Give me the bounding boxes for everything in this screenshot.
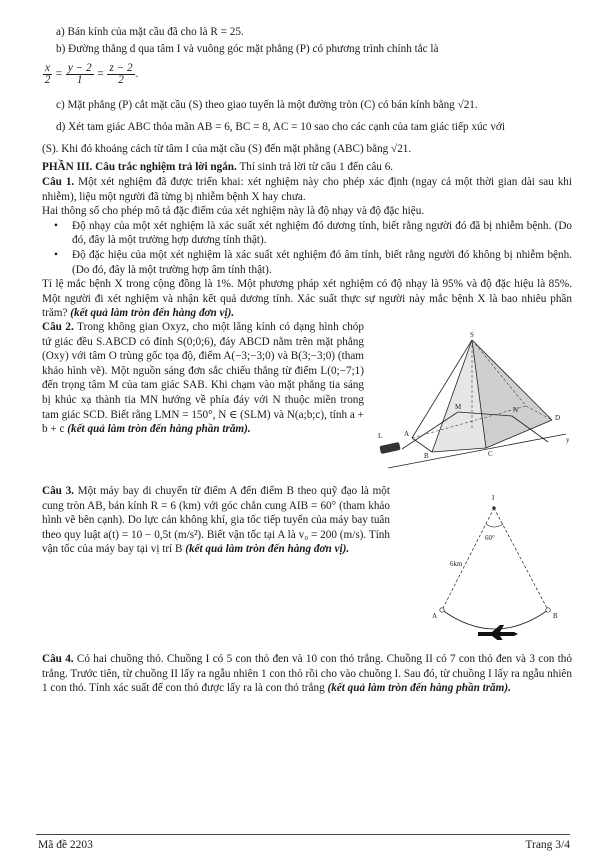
- item-d: d) Xét tam giác ABC thỏa mãn AB = 6, BC = 8, AC = 10 sao cho các cạnh của tam giác tiếp xúc với: [56, 121, 505, 133]
- item-c: c) Mặt phẳng (P) cắt mặt cầu (S) theo giao tuyến là một đường tròn (C) có bán kính bằng √21.: [56, 99, 478, 111]
- item-b: b) Đường thẳng d qua tâm I và vuông góc mặt phẳng (P) có phương trình chính tắc là: [56, 43, 439, 55]
- radius-ib: [494, 508, 548, 610]
- pyramid-figure: [376, 328, 576, 476]
- figure-label: L: [378, 432, 383, 440]
- angle-arc: [486, 524, 503, 527]
- list-item: • Độ đặc hiệu của một xét nghiệm là xác suất xét nghiệm đó âm tính, biết rằng người đó không bị nhiễm bệnh. (Do đó, đây là một trường hợp âm tính thật).: [42, 248, 572, 277]
- figure-label: B: [424, 452, 429, 460]
- page-number: Trang 3/4: [525, 839, 570, 851]
- radius-ia: [442, 508, 494, 610]
- figure-label: N: [513, 406, 519, 414]
- fraction-z: $\frac{z - 2}{2}$: [109, 62, 133, 86]
- arc-figure: [420, 488, 580, 640]
- figure-label: C: [488, 450, 493, 458]
- figure-label: 60°: [485, 534, 495, 542]
- fraction-x: $\frac{x}{2}$: [44, 62, 51, 86]
- question-3: Câu 3. Một máy bay di chuyển từ điểm A đến điểm B theo quỹ đạo là một cung tròn AB, bán kính R = 6 (km) với góc chắn cung AIB = 60° (tham khảo hình vẽ bên cạnh). Do lực cản không khí, gia tốc tiếp tuyến của máy bay tuân theo quy luật a(t) = 10 − 0,5t (m/s²). Biết vận tốc tại A là v₀ = 200 (m/s). Tính vận tốc của máy bay tại vị trí B (kết quả làm tròn đến hàng đơn vị).: [42, 485, 390, 556]
- question-4: Câu 4. Có hai chuồng thỏ. Chuồng I có 5 con thỏ đen và 10 con thỏ trắng. Chuồng II có 7 con thỏ đen và 3 con thỏ trắng. Trước tiên, từ chuồng II lấy ra ngẫu nhiên 1 con thỏ rồi cho vào chuồng I. Sau đó, từ chuồng I lấy ra ngẫu nhiên 1 con thỏ. Tính xác suất để con thỏ được lấy ra là con thỏ trắng (kết quả làm tròn đến hàng phần trăm).: [42, 653, 572, 695]
- figure-label: A: [432, 612, 438, 620]
- figure-label: M: [455, 403, 462, 411]
- figure-label: A: [404, 430, 410, 438]
- exam-code: Mã đề 2203: [38, 839, 93, 851]
- list-item: • Độ nhạy của một xét nghiệm là xác suất xét nghiệm đó dương tính, biết rằng người đó đã bị nhiễm bệnh. (Do đó, đây là một trường hợp dương tính thật).: [42, 219, 572, 248]
- question-2: Câu 2. Trong không gian Oxyz, cho một lăng kính có dạng hình chóp tứ giác đều S.ABCD có đỉnh S(0;0;6), đáy ABCD nằm trên mặt phẳng (Oxy) với tâm O trùng gốc tọa độ, điểm A(−3;−3;0) và B(3;−3;0) (tham khảo hình vẽ). Một nguồn sáng đơn sắc chiếu thẳng từ điểm L(0;−7;1) đến trọng tâm M của tam giác SAB. Khi chạm vào mặt phẳng tia sáng bị khúc xạ thành tia MN hướng về phía đáy với N thuộc miền trong tam giác SCD. Biết rằng LMN = 150°, N ∈ (SLM) và N(a;b;c), tính a + b + c (kết quả làm tròn đến hàng phần trăm).: [42, 321, 364, 436]
- figure-label: I: [492, 494, 495, 502]
- arc-ab: [442, 610, 548, 629]
- fraction-y: $\frac{y - 2}{1}$: [67, 62, 92, 86]
- center-point: [492, 506, 495, 509]
- figure-label: D: [555, 414, 561, 422]
- point-a: [440, 608, 444, 612]
- flashlight-icon: [379, 442, 400, 454]
- question-1: Câu 1. Một xét nghiệm đã được triển khai: xét nghiệm này cho phép xác định (ngay cả một thời gian dài sau khi nhiễm), liệu một người đã từng bị nhiễm bệnh X hay chưa. Hai thông số cho phép mô tả đặc điểm của xét nghiệm này là độ nhạy và độ đặc hiệu. • Độ nhạy của một xét nghiệm là xác suất xét nghiệm đó dương tính, biết rằng người đó đã bị nhiễm bệnh. (Do đó, đây là một trường hợp dương tính thật). • Độ đặc hiệu của một xét nghiệm là xác suất xét nghiệm đó âm tính, biết rằng người đó không bị nhiễm bệnh. (Do đó, đây là một trường hợp âm tính thật). Tỉ lệ mắc bệnh X trong cộng đồng là 1%. Một phương pháp xét nghiệm có độ nhạy là 95% và độ đặc hiệu là 85%. Một người đi xét nghiệm và nhận kết quả dương tính. Xác suất thực sự người này mắc bệnh X là bao nhiêu phần trăm? (kết quả làm tròn đến hàng đơn vị).: [42, 175, 572, 321]
- part3-heading: PHẦN III. Câu trắc nghiệm trả lời ngắn. Thí sinh trả lời từ câu 1 đến câu 6.: [42, 161, 394, 173]
- figure-label: y: [566, 436, 570, 444]
- footer-divider: [36, 834, 570, 835]
- point-b: [546, 608, 550, 612]
- figure-label: B: [553, 612, 558, 620]
- figure-label: 6km: [450, 560, 463, 568]
- item-d-cont: (S). Khi đó khoảng cách từ tâm I của mặt cầu (S) đến mặt phẳng (ABC) bằng √21.: [42, 143, 412, 155]
- definition-list: [42, 219, 572, 277]
- item-b-equation: $\frac{x}{2}$ = $\frac{y - 2}{1}$ = $\frac{z - 2}{2}$ .: [44, 62, 139, 86]
- item-a: a) Bán kính của mặt cầu đã cho là R = 25.: [56, 26, 244, 38]
- figure-label: S: [470, 331, 474, 339]
